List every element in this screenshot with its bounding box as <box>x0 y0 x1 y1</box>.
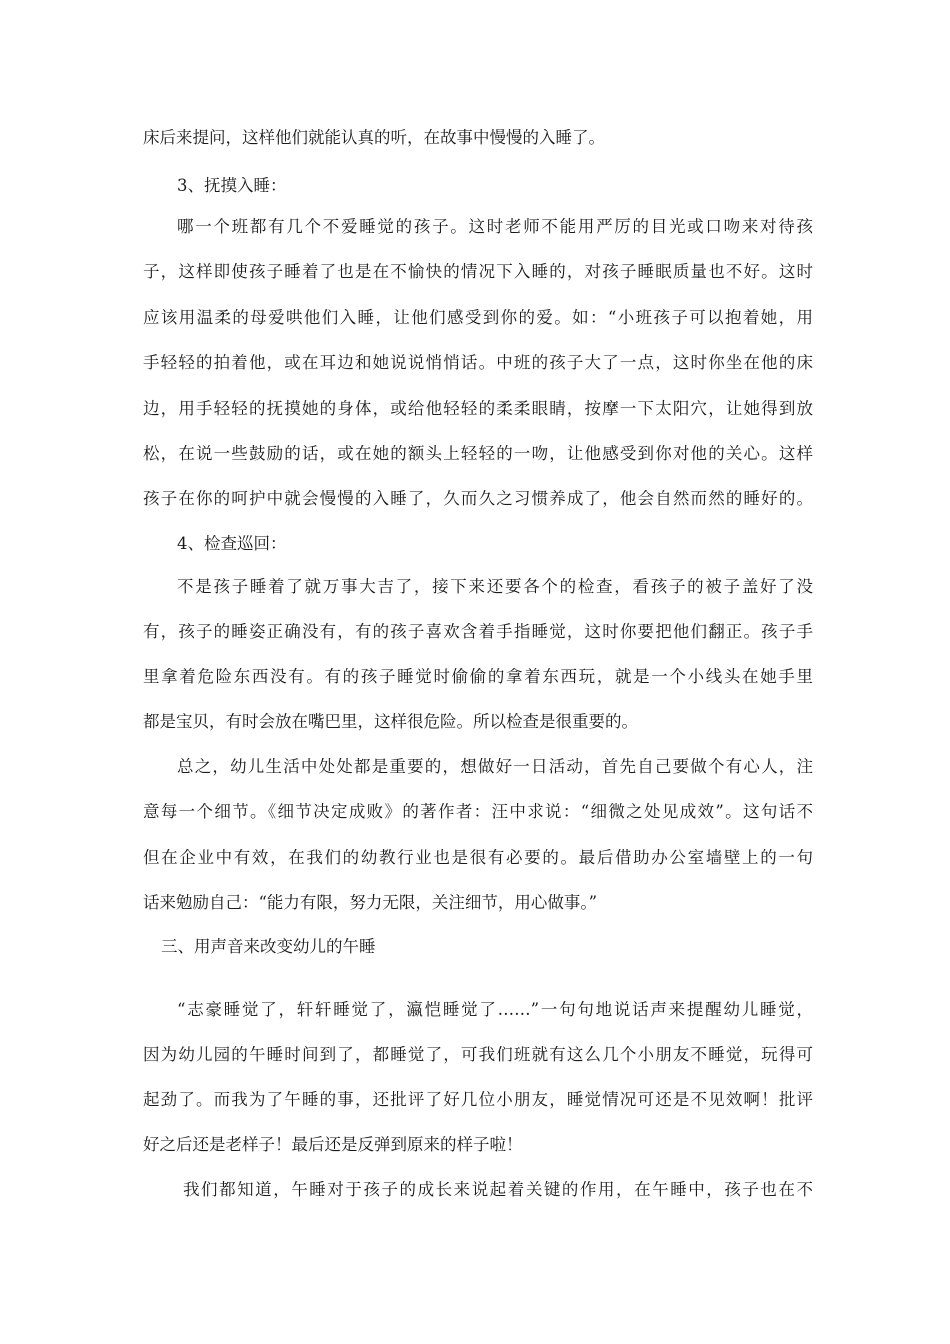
paragraph-line: 意每一个细节。《细节决定成败》的著作者：汪中求说：“细微之处见成效”。这句话不 <box>143 802 813 821</box>
paragraph-line: 床后来提问，这样他们就能认真的听，在故事中慢慢的入睡了。 <box>143 128 605 147</box>
paragraph-line: 因为幼儿园的午睡时间到了，都睡觉了，可我们班就有这么几个小朋友不睡觉，玩得可 <box>143 1045 813 1064</box>
subheading-4: 4、检查巡回： <box>177 534 287 553</box>
paragraph-line: “志豪睡觉了，轩轩睡觉了，瀛恺睡觉了……”一句句地说话声来提醒幼儿睡觉， <box>177 1000 813 1019</box>
paragraph-line: 话来勉励自己：“能力有限，努力无限，关注细节，用心做事。” <box>143 893 598 912</box>
subheading-3: 3、抚摸入睡： <box>177 176 287 195</box>
paragraph-line: 好之后还是老样子！最后还是反弹到原来的样子啦！ <box>143 1135 523 1154</box>
paragraph-line: 边，用手轻轻的抚摸她的身体，或给他轻轻的柔柔眼睛，按摩一下太阳穴，让她得到放 <box>143 399 813 418</box>
paragraph-line: 不是孩子睡着了就万事大吉了，接下来还要各个的检查，看孩子的被子盖好了没 <box>177 577 813 596</box>
paragraph-line: 有，孩子的睡姿正确没有，有的孩子喜欢含着手指睡觉，这时你要把他们翻正。孩子手 <box>143 622 813 641</box>
paragraph-line: 都是宝贝，有时会放在嘴巴里，这样很危险。所以检查是很重要的。 <box>143 712 638 731</box>
paragraph-line: 我们都知道，午睡对于孩子的成长来说起着关键的作用，在午睡中，孩子也在不 <box>183 1180 813 1199</box>
paragraph-line: 但在企业中有效，在我们的幼教行业也是很有必要的。最后借助办公室墙壁上的一句 <box>143 848 813 867</box>
section-heading: 三、用声音来改变幼儿的午睡 <box>161 937 376 956</box>
paragraph-line: 手轻轻的拍着他，或在耳边和她说说悄悄话。中班的孩子大了一点，这时你坐在他的床 <box>143 353 813 372</box>
paragraph-line: 里拿着危险东西没有。有的孩子睡觉时偷偷的拿着东西玩，就是一个小线头在她手里 <box>143 667 813 686</box>
paragraph-line: 子，这样即使孩子睡着了也是在不愉快的情况下入睡的，对孩子睡眠质量也不好。这时 <box>143 262 813 281</box>
paragraph-line: 起劲了。而我为了午睡的事，还批评了好几位小朋友，睡觉情况可还是不见效啊！批评 <box>143 1090 813 1109</box>
paragraph-line: 孩子在你的呵护中就会慢慢的入睡了，久而久之习惯养成了，他会自然而然的睡好的。 <box>143 489 813 508</box>
paragraph-line: 松，在说一些鼓励的话，或在她的额头上轻轻的一吻，让他感受到你对他的关心。这样 <box>143 444 813 463</box>
paragraph-line: 应该用温柔的母爱哄他们入睡，让他们感受到你的爱。如：“小班孩子可以抱着她，用 <box>143 308 813 327</box>
paragraph-line: 哪一个班都有几个不爱睡觉的孩子。这时老师不能用严厉的目光或口吻来对待孩 <box>177 217 813 236</box>
paragraph-line: 总之，幼儿生活中处处都是重要的，想做好一日活动，首先自己要做个有心人，注 <box>177 757 813 776</box>
